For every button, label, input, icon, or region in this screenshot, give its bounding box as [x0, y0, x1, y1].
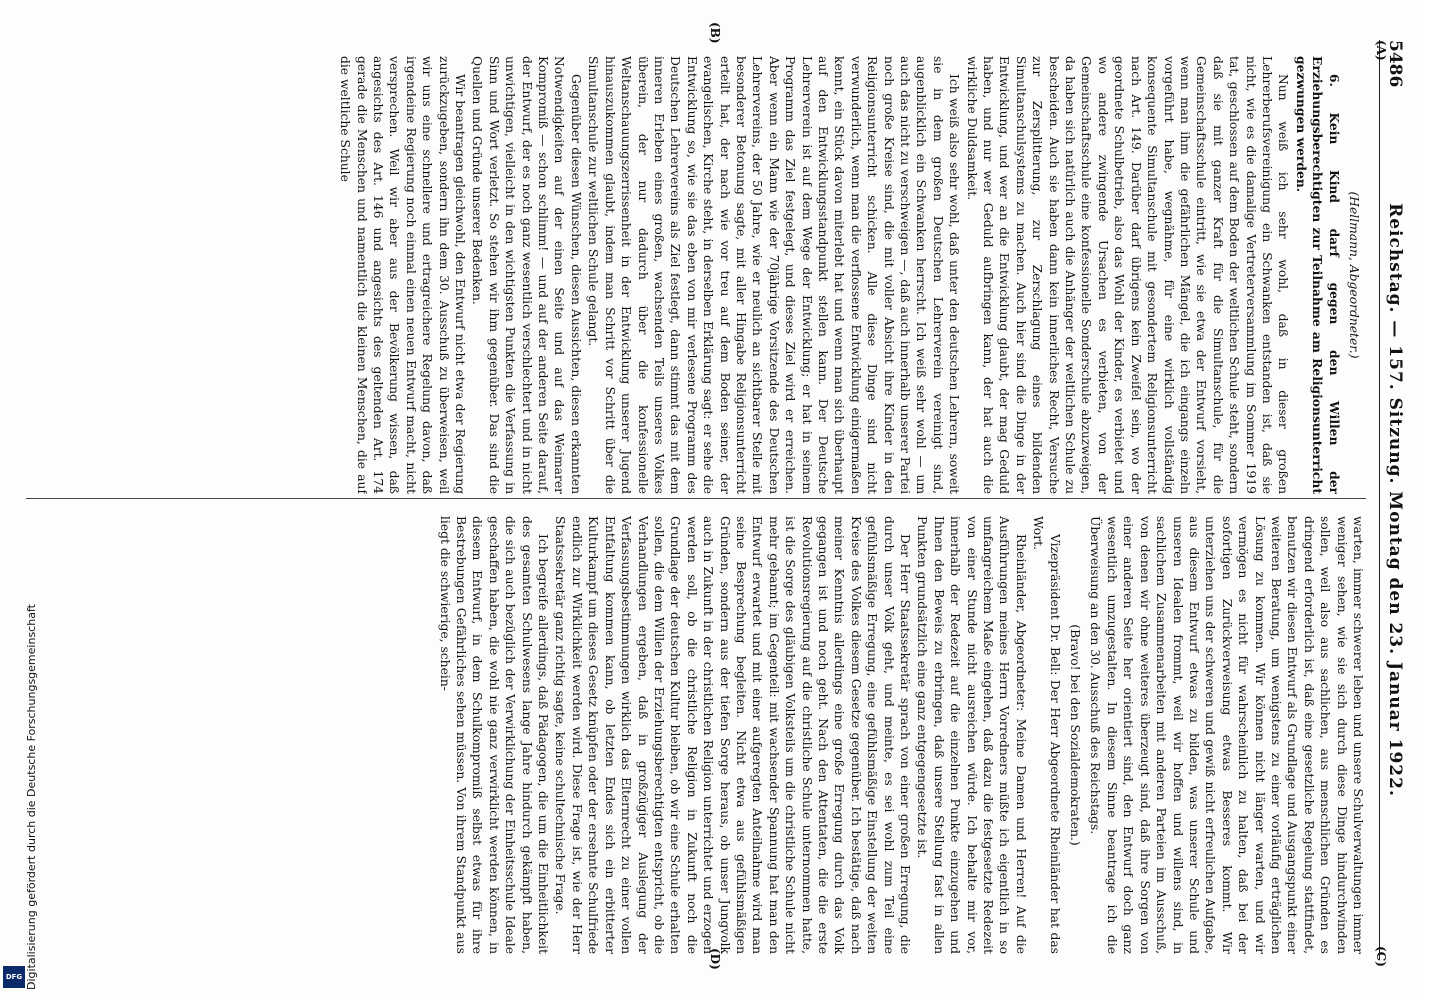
- paragraph: Gegenüber diesen Wünschen, diesen Aussichten, diesen erkannten Notwendigkeiten auf der einen Seite und auf das Weimarer Kompromiß — schon schlimm! — und auf der anderen Seite darauf, der Entwurf, der es noch ganz wesentlich verschlechtert und in nicht unwichtigen, vielleicht in den wichtigsten Punkten die Verfassung in Sinn und Wort verletzt. So stehen wir ihm gegenüber. Das sind die Quellen und Gründe unserer Bedenken.: [470, 56, 583, 494]
- page-header: [1379, 40, 1408, 960]
- margin-mark-a: (A): [1374, 40, 1388, 61]
- margin-mark-d: (D): [708, 948, 722, 970]
- column-divider: [26, 498, 1366, 499]
- dfg-logo-icon: DFG: [3, 966, 25, 988]
- digitization-credit: [1, 0, 38, 1000]
- chair-remark: Vizepräsident Dr. Bell: Der Herr Abgeordnete Rheinländer hat das Wort.: [1031, 516, 1062, 954]
- right-text-column: [26, 516, 1366, 954]
- interjection: (Bravo! bei den Sozialdemokraten.): [1068, 624, 1083, 846]
- paragraph: Nun weiß ich sehr wohl, daß in dieser großen Lehrerberufsvereinigung ein Schwanken entstanden ist, daß sie nicht, wie es die damalige Vertreterversammlung im Sommer 1919 tat, geschlossen auf dem Boden der weltlichen Schule steht, sondern daß sie mit ganzer Kraft für die Simultanschule, für die Gemeinschaftsschule eintritt, wie sie etwa der Entwurf vorsieht, wenn man ihm die gefährlichen Mängel, die ich eingangs einzeln vorgeführt habe, wegnähme, für eine wirklich vollständig konsequente Simultanschule mit gesondertem Religionsunterricht nach Art. 149. Darüber darf übrigens kein Zweifel sein, wo der geordnete Schulbetrieb, also das Wohl der Kinder, es verbietet und wo andere zwingende Ursachen es verbieten, von der Gemeinschaftsschule eine konfessionelle Sonderschule abzuzweigen, da haben sich natürlich auch die Anhänger der weltlichen Schule zu bescheiden. Auch sie haben dann kein innerliches Recht, Versuche zur Zersplitterung, zur Zerschlagung eines bildenden Simultanschulsystems zu machen. Auch hier sind die Dinge in der Entwicklung, und wer an die Entwicklung glaubt, der mag Geduld haben, und nur wer Geduld aufbringen kann, der hat auch die wirkliche Duldsamkeit.: [964, 56, 1291, 494]
- rotated-newspaper-page: [2, 0, 1422, 1000]
- speaker-attribution: (Hellmann, Abgeordneter.): [1347, 191, 1361, 359]
- paragraph: Der Herr Staatssekretär sprach von einer großen Erregung, die durch unser Volk geht, und meinte, es sei wohl zum Teil eine gefühlsmäßige Erregung, eine gefühlsmäßige Einstellung der weiten Kreise des Volkes diesem Gesetze gegenüber. Ich bestätige, daß nach meiner Kenntnis allerdings eine große Erregung durch das Volk gegangen ist und noch geht. Nach den Attentaten, die die erste Revolutionsregierung auf die christliche Schule unternommen hatte, ist die Sorge des gläubigen Volksteils um die christliche Schule nicht mehr gebannt; im Gegenteil: mit wachsender Spannung hat man den Entwurf erwartet und mit einer aufgeregten Anteilnahme wird man seine Besprechung begleiten. Nicht etwa aus gefühlsmäßigen Gründen, sondern aus der tiefen Sorge heraus, ob unser Jungvolk auch in Zukunft in der christlichen Religion unterrichtet und erzogen werden soll, ob die christliche Religion in Zukunft noch die Grundlage der deutschen Kultur bleiben, ob wir eine Schule erhalten sollen, die dem Willen der Erziehungsberechtigten entspricht, ob die Verhandlungen ergeben, daß in großzügiger Auslegung der Verfassungsbestimmungen wirklich das Elternrecht zu einer vollen Entfaltung kommen kann, ob letzten Endes sich ein erbitterter Kulturkampf um dieses Gesetz knüpfen oder der ersehnte Schulfriede endlich zur Wirklichkeit werden wird. Diese Frage ist, wie der Herr Staatssekretär ganz richtig sagte, keine schultechnische Frage.: [553, 516, 913, 954]
- margin-mark-c: (C): [1374, 946, 1388, 967]
- page-number: 5486: [1385, 40, 1405, 88]
- paragraph: Ich weiß also sehr wohl, daß unter den deutschen Lehrern, soweit sie in dem großen Deutschen Lehrerverein vereinigt sind, augenblicklich ein Schwanken herrscht. Ich weiß sehr wohl — um auch das nicht zu verschweigen —, daß auch innerhalb unserer Partei noch große Kreise sind, die mit voller Absicht ihre Kinder in den Religionsunterricht schicken. Alle diese Dinge sind nicht verwunderlich, wenn man die verflossene Entwicklung einigermaßen kennt, ein Stück davon miterlebt hat und wenn man sich überhaupt auf den Entwicklungsstandpunkt stellen kann. Der Deutsche Lehrerverein ist auf dem Wege der Entwicklung; er hat in seinem Programm das Ziel festgelegt, und dieses Ziel wird er erreichen. Aber wenn ein Mann wie der 70jährige Vorsitzende des Deutschen Lehrervereins, der 50 Jahre, wie er neulich an sichtbarer Stelle mit besonderer Betonung sagte, mit aller Hingabe Religionsunterricht erteilt hat, der nach wie vor treu auf dem Boden seiner, der evangelischen, Kirche steht, in derselben Erklärung sagt: er sehe die Entwicklung so, wie sie das eben von mir verlesene Programm des Deutschen Lehrervereins als Ziel festlegt, dann stimmt das mit dem inneren Erleben eines großen, wachsenden Teils unseres Volkes überein, der nur dadurch über die konfessionelle Weltanschauungszerrissenheit in der Entwicklung unserer Jugend hinauszukommen glaubt, indem man Schritt vor Schritt über die Simultanschule zur weltlichen Schule gelangt.: [586, 56, 962, 494]
- paragraph: warten, immer schwerer leben und unsere Schulverwaltungen immer weniger sehen, wie sie sich durch diese Dinge hindurchwinden sollen, weil also aus sachlichen, aus menschlichen Gründen es dringend erforderlich ist, daß eine gesetzliche Regelung stattfindet, benutzen wir diesen Entwurf als Grundlage und Ausgangspunkt einer weiteren Beratung, um wenigstens zu einer vorläufig erträglichen Lösung zu kommen. Wir können nicht länger warten, und wir vermögen es nicht für wahrscheinlich zu halten, daß bei der sofortigen Zurückverweisung etwas Besseres kommt. Wir unterziehen uns der schweren und gewiß nicht erfreulichen Aufgabe, aus diesem Entwurf etwas zu bilden, was unserer Schule und unseren Idealen frommt, weil wir hoffen und willens sind, in sachlichem Zusammenarbeiten mit anderen Parteien im Ausschuß, von denen wir ohne weiteres überzeugt sind, daß ihre Sorgen von einer anderen Seite her orientiert sind, den Entwurf doch ganz wesentlich umzugestalten. In diesem Sinne beantrage ich die Überweisung an den 30. Ausschuß des Reichstags.: [1088, 516, 1365, 954]
- margin-mark-b: (B): [708, 22, 722, 44]
- page-title: Reichstag. — 157. Sitzung. Montag den 23. Januar 1922.: [1385, 203, 1405, 797]
- credit-text: Digitalisierung gefördert durch die Deutsche Forschungsgemeinschaft: [25, 604, 38, 990]
- speech-opening: Rheinländer, Abgeordneter: Meine Damen und Herren! Auf die Ausführungen meines Herrn Vorredners müßte ich eigentlich in so umfangreichem Maße eingehen, daß dazu die festgesetzte Redezeit von einer Stunde nicht ausreichen würde. Ich behalte mir vor, innerhalb der Redezeit auf die einzelnen Punkte einzugehen und Ihnen den Beweis zu erbringen, daß unsere Stellung fast in allen Punkten grundsätzlich eine ganz entgegengesetzte ist.: [915, 516, 1028, 954]
- paragraph: Ich begreife allerdings, daß Pädagogen, die um die Einheitlichkeit des gesamten Schulwesens lange Jahre hindurch gekämpft haben, die sich auch bezüglich der Verwirklichung der Einheitsschule Ideale geschaffen haben, die wohl nie ganz verwirklicht werden können, in diesem Entwurf, in dem Schulkompromiß selbst etwas für ihre Bestrebungen Gefährliches sehen müssen. Von ihrem Standpunkt aus liegt die schwierige, schein-: [437, 516, 551, 954]
- quoted-point: 6. Kein Kind darf gegen den Willen der Erziehungsberechtigten zur Teilnahme am Religionsunterricht gezwungen werden.: [1293, 56, 1342, 494]
- paragraph: Wir beantragen gleichwohl, den Entwurf nicht etwa der Regierung zurückzugeben, sondern ihn dem 30. Ausschuß zu überweisen, weil wir uns eine schnellere und ertragreichere Regelung davon, daß irgendeine Regierung noch einmal einen neuen Entwurf macht, nicht versprechen. Weil wir aber aus der Bevölkerung wissen, daß angesichts des Art. 146 und angesichts des geltenden Art. 174 gerade die Menschen und namentlich die kleinen Menschen, die auf die weltliche Schule: [338, 56, 468, 494]
- left-text-column: [26, 56, 1366, 494]
